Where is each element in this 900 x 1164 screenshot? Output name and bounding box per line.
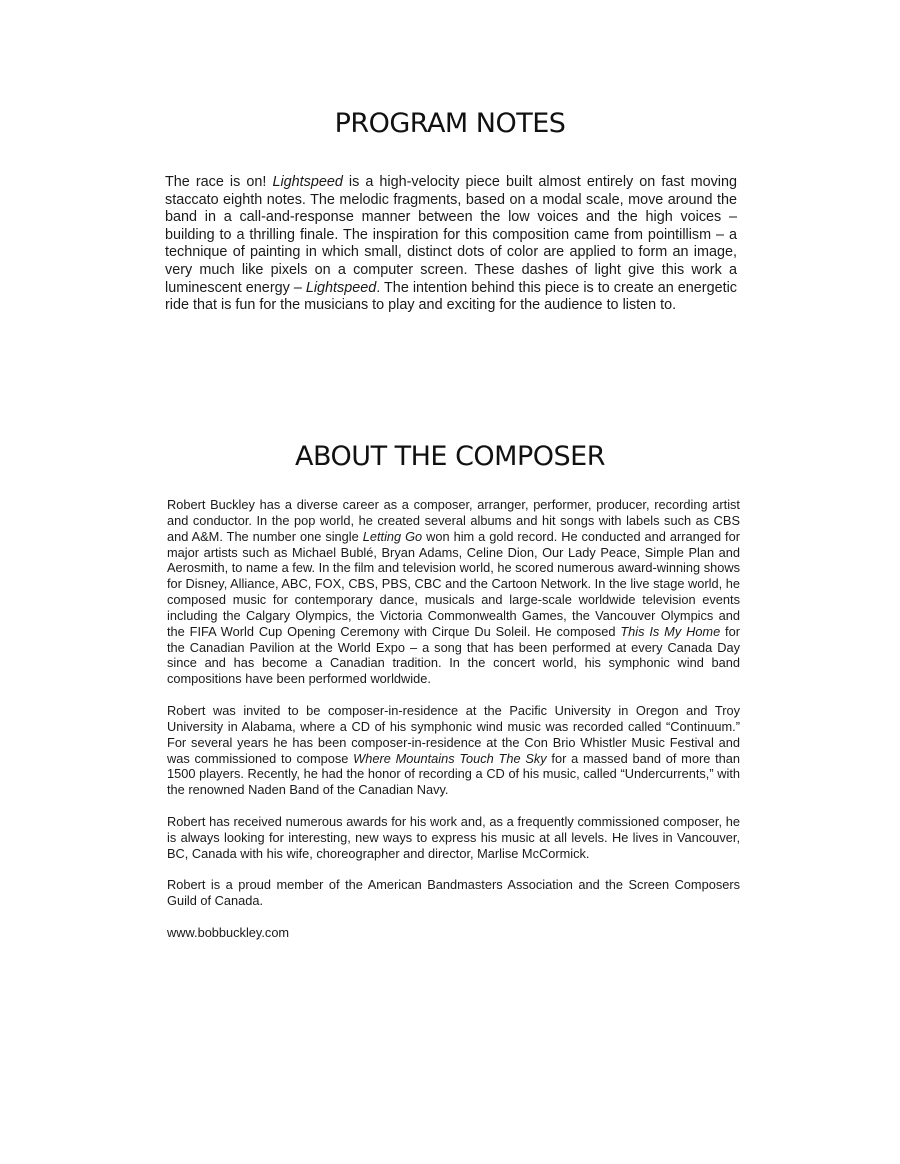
bio-paragraph-awards: Robert has received numerous awards for his work and, as a frequently commissioned composer, he is always looking for interesting, new ways to express his music at all levels. He lives in Vancouver, BC, Canada with his wife, choreographer and director, Marlise McCormick.: [167, 813, 740, 861]
composer-website: www.bobbuckley.com: [167, 924, 290, 940]
program-notes-text: The race is on!: [165, 174, 273, 190]
about-composer-heading: ABOUT THE COMPOSER: [295, 441, 605, 472]
song-title: Letting Go: [362, 528, 423, 544]
program-notes-paragraph: [165, 174, 737, 315]
bio-text: for a massed band of more than 1500 players. Recently, he had the honor of recording a CD of his music, called “Undercurrents,” with the renowned Naden Band of the Canadian Navy.: [167, 750, 740, 798]
bio-text: for the Canadian Pavilion at the World Expo – a song that has been performed at every Canada Day since and has become a Canadian tradition. In the concert world, his symphonic wind band compositions have been performed worldwide.: [167, 623, 740, 687]
work-title: Where Mountains Touch The Sky: [353, 750, 547, 766]
song-title: This Is My Home: [620, 623, 721, 639]
bio-text: Robert Buckley has a diverse career as a composer, arranger, performer, producer, recording artist and conductor. In the pop world, he created several albums and hit songs with labels such as CBS and A&M. The number one single: [167, 497, 740, 544]
program-notes-text: . The intention behind this piece is to create an energetic ride that is fun for the musicians to play and exciting for the audience to listen to.: [165, 279, 737, 314]
bio-text: won him a gold record. He conducted and arranged for major artists such as Michael Bublé, Bryan Adams, Celine Dion, Our Lady Peace, Simple Plan and Aerosmith, to name a few. In the film and television world, he scored numerous award-winning shows for Disney, Alliance, ABC, FOX, CBS, PBS, CBC and the Cartoon Network. In the live stage world, he composed music for contemporary dance, musicals and large-scale worldwide television events including the Calgary Olympics, the Victoria Commonwealth Games, the Vancouver Olympics and the FIFA World Cup Opening Ceremony with Cirque Du Soleil. He composed: [167, 528, 740, 639]
bio-paragraph-career: [167, 497, 740, 687]
program-notes-heading: PROGRAM NOTES: [334, 108, 566, 139]
piece-title: Lightspeed: [305, 279, 377, 296]
about-composer-body: [167, 497, 740, 956]
bio-paragraph-memberships: Robert is a proud member of the American Bandmasters Association and the Screen Composers Guild of Canada.: [167, 877, 740, 909]
program-notes-text: is a high-velocity piece built almost entirely on fast moving staccato eighth notes. The melodic fragments, based on a modal scale, move around the band in a call-and-response manner between the low voices and the high voices – building to a thrilling finale. The inspiration for this composition came from pointillism – a technique of painting in which small, distinct dots of color are applied to form an image, very much like pixels on a computer screen. These dashes of light give this work a luminescent energy –: [165, 174, 738, 296]
bio-text: Robert was invited to be composer-in-residence at the Pacific University in Oregon and Troy University in Alabama, where a CD of his symphonic wind music was recorded called “Continuum.” For several years he has been composer-in-residence at the Con Brio Whistler Music Festival and was commissioned to compose: [167, 702, 740, 766]
bio-paragraph-residencies: [167, 703, 740, 798]
piece-title: Lightspeed: [272, 174, 343, 190]
